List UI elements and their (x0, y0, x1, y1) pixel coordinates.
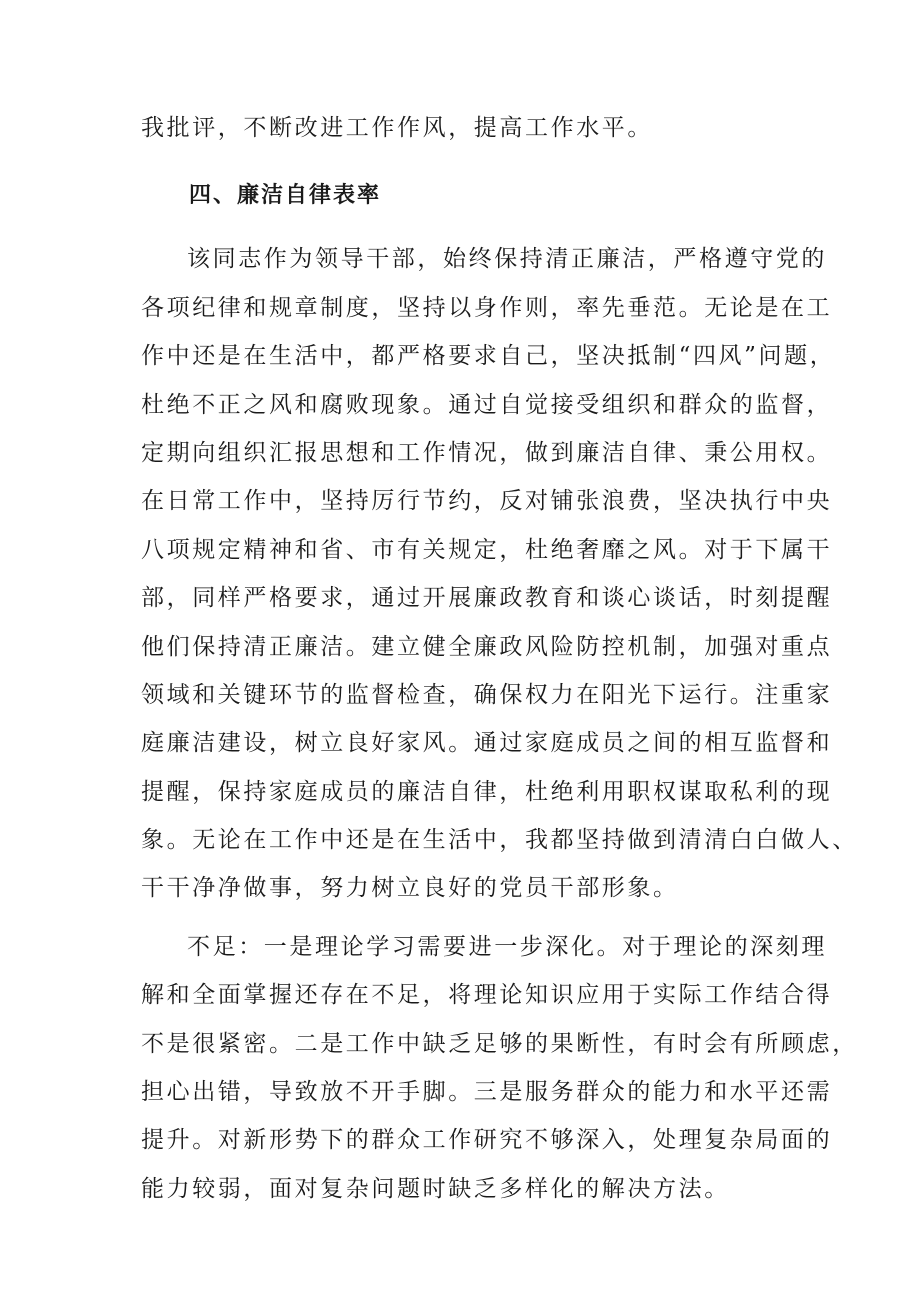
spacer (141, 913, 763, 923)
section-heading: 四、廉洁自律表率 (189, 183, 382, 209)
paragraph-shortcomings (141, 923, 858, 1213)
document-page (141, 104, 858, 1213)
paragraph-line: 象。无论在工作中还是在生活中，我都坚持做到清清白白做人、 (141, 827, 858, 854)
paragraph-line: 领域和关键环节的监督检查，确保权力在阳光下运行。注重家 (141, 681, 833, 708)
paragraph-line: 干干净净做事，努力树立良好的党员干部形象。 (141, 875, 679, 902)
paragraph-line: 能力较弱，面对复杂问题时缺乏多样化的解决方法。 (141, 1175, 730, 1202)
paragraph-line: 该同志作为领导干部，始终保持清正廉洁，严格遵守党的 (187, 246, 827, 273)
paragraph-line: 定期向组织汇报思想和工作情况，做到廉洁自律、秉公用权。 (141, 439, 833, 466)
spacer (141, 225, 763, 235)
paragraph-line: 不足：一是理论学习需要进一步深化。对于理论的深刻理 (187, 933, 827, 960)
paragraph-line: 担心出错，导致放不开手脚。三是服务群众的能力和水平还需 (141, 1079, 833, 1106)
paragraph-line: 庭廉洁建设，树立良好家风。通过家庭成员之间的相互监督和 (141, 730, 833, 757)
paragraph-line: 不是很紧密。二是工作中缺乏足够的果断性，有时会有所顾虑， (141, 1030, 858, 1057)
spacer (141, 152, 763, 166)
paragraph-line: 解和全面掌握还存在不足，将理论知识应用于实际工作结合得 (141, 982, 833, 1009)
paragraph-line: 提醒，保持家庭成员的廉洁自律，杜绝利用职权谋取私利的现 (141, 778, 833, 805)
paragraph-line: 在日常工作中，坚持厉行节约，反对铺张浪费，坚决执行中央 (141, 488, 833, 515)
paragraph-line: 各项纪律和规章制度，坚持以身作则，率先垂范。无论是在工 (141, 294, 833, 321)
paragraph-line: 提升。对新形势下的群众工作研究不够深入，处理复杂局面的 (141, 1127, 833, 1154)
paragraph-integrity (141, 235, 858, 912)
paragraph-line: 八项规定精神和省、市有关规定，杜绝奢靡之风。对于下属干 (141, 536, 833, 563)
paragraph-line: 部，同样严格要求，通过开展廉政教育和谈心谈话，时刻提醒 (141, 585, 833, 612)
paragraph-line: 作中还是在生活中，都严格要求自己，坚决抵制“四风”问题， (141, 343, 836, 370)
paragraph-line: 杜绝不正之风和腐败现象。通过自觉接受组织和群众的监督， (141, 391, 833, 418)
paragraph-line: 他们保持清正廉洁。建立健全廉政风险防控机制，加强对重点 (141, 633, 833, 660)
intro-tail-line: 我批评，不断改进工作作风，提高工作水平。 (141, 115, 653, 141)
